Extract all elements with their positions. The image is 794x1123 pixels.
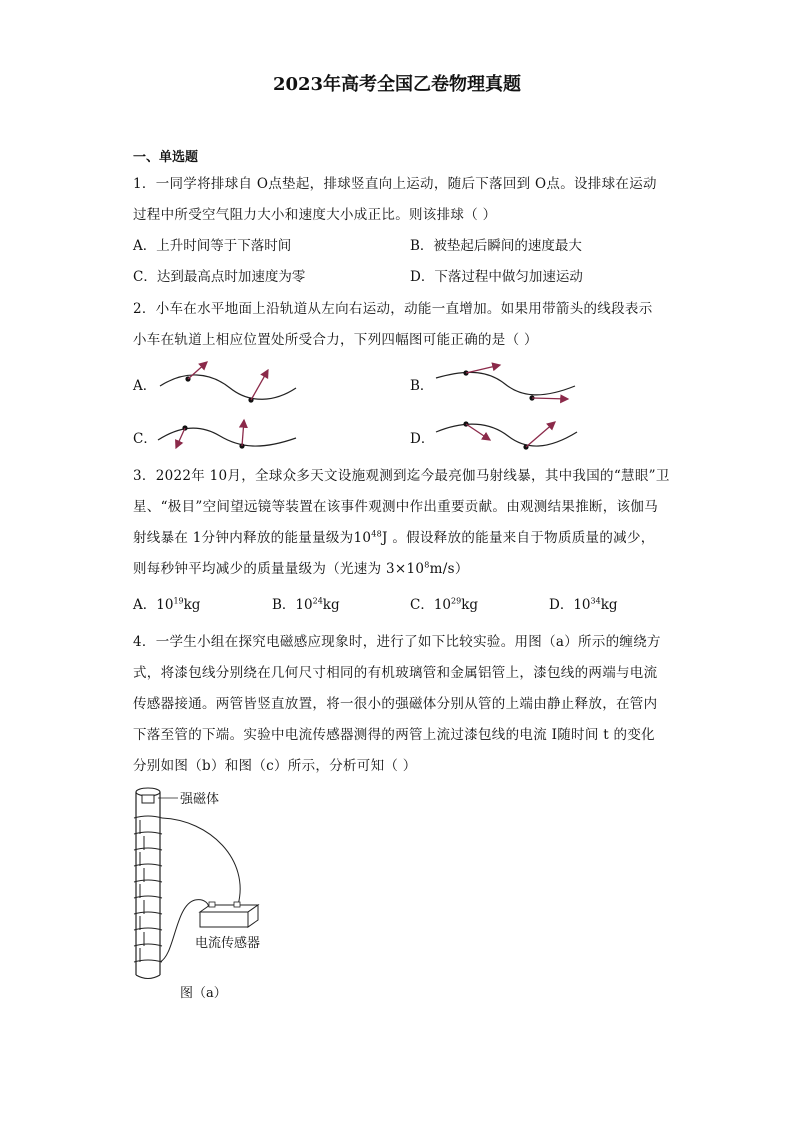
q3-option-d: D．$10^{34}kg$ xyxy=(549,596,618,613)
q2-label-b: B． xyxy=(410,378,434,394)
current-sensor xyxy=(200,902,258,927)
q1-line2: 过程中所受空气阻力大小和速度大小成正比。则该排球（ ） xyxy=(133,207,497,223)
sensor-label: 电流传感器 xyxy=(195,936,261,951)
q3-line3: 射线暴在 1分钟内释放的能量量级为$10^{48}J$ 。假设释放的能量来自于物质质量的减少， xyxy=(133,529,655,546)
q3-option-a: A．$10^{19}kg$ xyxy=(133,596,201,613)
q4-line2: 式，将漆包线分别绕在几何尺寸相同的有机玻璃管和金属铝管上，漆包线的两端与电流 xyxy=(133,665,658,681)
q3-line4: 则每秒钟平均减少的质量量级为（光速为 $3\times 10^8m/s$） xyxy=(133,560,469,577)
q2-line2: 小车在轨道上相应位置处所受合力，下列四幅图可能正确的是（ ） xyxy=(133,332,538,348)
q4-line4: 下落至管的下端。实验中电流传感器测得的两管上流过漆包线的电流 I随时间 t 的变化 xyxy=(133,727,655,743)
q1-line1: 1．一同学将排球自 O点垫起，排球竖直向上运动，随后下落回到 O点。设排球在运动 xyxy=(133,176,657,192)
figure-a-caption: 图（a） xyxy=(180,986,227,1001)
q2-label-a: A． xyxy=(133,378,157,394)
magnet xyxy=(142,795,154,803)
q3-line1: 3．2022年 10月，全球众多天文设施观测到迄今最亮伽马射线暴，其中我国的“慧眼”卫 xyxy=(133,468,670,484)
q1-option-d: D．下落过程中做匀加速运动 xyxy=(410,269,583,285)
q3-line2: 星、“极目”空间望远镜等装置在该事件观测中作出重要贡献。由观测结果推断，该伽马 xyxy=(133,499,659,515)
coil-windings xyxy=(134,816,162,962)
magnet-label: 强磁体 xyxy=(180,792,220,807)
q1-option-a: A．上升时间等于下落时间 xyxy=(133,238,292,254)
wire-bottom xyxy=(160,900,208,962)
q1-option-b: B．被垫起后瞬间的速度最大 xyxy=(410,238,582,254)
q2-label-c: C． xyxy=(133,431,157,447)
q4-line5: 分别如图（b）和图（c）所示，分析可知（ ） xyxy=(133,758,417,774)
q3-option-c: C．$10^{29}kg$ xyxy=(410,596,479,613)
wire-top xyxy=(162,818,240,905)
page-title: 2023年高考全国乙卷物理真题 xyxy=(272,74,522,95)
q3-option-b: B．$10^{24}kg$ xyxy=(272,596,340,613)
q4-line3: 传感器接通。两管皆竖直放置，将一很小的强磁体分别从管的上端由静止释放，在管内 xyxy=(133,696,658,712)
q1-option-c: C．达到最高点时加速度为零 xyxy=(133,269,306,285)
q4-line1: 4．一学生小组在探究电磁感应现象时，进行了如下比较实验。用图（a）所示的缠绕方 xyxy=(133,634,661,650)
section-heading: 一、单选题 xyxy=(133,150,199,165)
q2-label-d: D． xyxy=(410,431,435,447)
q2-line1: 2．小车在水平地面上沿轨道从左向右运动，动能一直增加。如果用带箭头的线段表示 xyxy=(133,301,653,317)
